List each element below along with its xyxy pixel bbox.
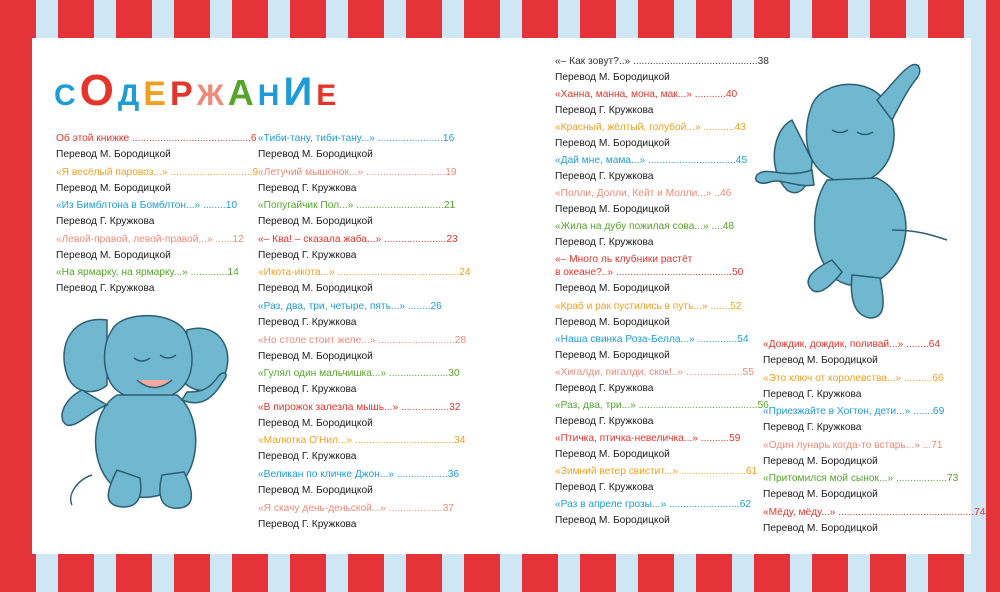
toc-entry[interactable] bbox=[763, 338, 940, 367]
toc-entry-title: «Тиби-тану, тиби-тану...» .......................16 bbox=[258, 133, 455, 144]
toc-entry-title: «Краб и рак пустились в путь...» .......52 bbox=[555, 301, 742, 312]
toc-entry-title: Об этой книжке ..........................................6 bbox=[56, 133, 257, 144]
toc-entry-title: «Зимний ветер свистит...» .......................61 bbox=[555, 466, 758, 477]
toc-entry-title: «Летучий мышонок...» ............................19 bbox=[258, 166, 457, 178]
toc-entry-title: «На ярмарку, на ярмарку...» .............14 bbox=[56, 267, 239, 279]
toc-entry-translator: Перевод Г. Кружкова bbox=[258, 182, 357, 194]
toc-entry-translator: Перевод Г. Кружкова bbox=[555, 171, 654, 182]
toc-entry[interactable] bbox=[555, 121, 746, 150]
toc-entry-title: «Я весёлый паровоз...» .............................9 bbox=[56, 166, 259, 178]
title-letter: А bbox=[227, 72, 254, 113]
toc-entry[interactable] bbox=[258, 266, 471, 295]
toc-entry-translator: Перевод М. Бородицкой bbox=[763, 489, 878, 501]
toc-entry[interactable] bbox=[258, 233, 458, 262]
toc-entry-translator: Перевод М. Бородицкой bbox=[258, 283, 373, 295]
toc-entry[interactable] bbox=[56, 166, 258, 195]
toc-entry[interactable] bbox=[258, 334, 466, 363]
toc-entry[interactable] bbox=[555, 187, 731, 216]
toc-entry-title: «В пирожок залезла мышь...» .................32 bbox=[258, 401, 461, 413]
toc-entry-title: «Раз, два, три, четыре, пять...» ........26 bbox=[258, 301, 442, 312]
toc-entry-title: «Один лунарь когда-то встарь...» ...71 bbox=[763, 439, 943, 451]
toc-entry-translator: Перевод М. Бородицкой bbox=[555, 204, 670, 215]
toc-entry-translator: Перевод М. Бородицкой bbox=[555, 283, 670, 294]
toc-entry-translator: Перевод Г. Кружкова bbox=[555, 105, 654, 116]
toc-entry[interactable] bbox=[555, 366, 754, 395]
toc-entry[interactable] bbox=[763, 472, 958, 501]
toc-entry-translator: Перевод М. Бородицкой bbox=[555, 350, 670, 361]
toc-entry-translator: Перевод Г. Кружкова bbox=[258, 317, 357, 328]
toc-entry[interactable] bbox=[56, 132, 257, 161]
title-letter: Д bbox=[117, 79, 140, 112]
toc-entry-title: «Малютка О'Нил...» ...................................34 bbox=[258, 435, 466, 447]
toc-entry[interactable] bbox=[258, 468, 459, 497]
toc-entry-title: «Раз в апреле грозы...» .........................62 bbox=[555, 499, 752, 510]
toc-entry-title: «Левой-правой, левой-правой...» ......12 bbox=[56, 233, 244, 245]
toc-entry[interactable] bbox=[258, 434, 465, 463]
toc-entry[interactable] bbox=[555, 300, 742, 329]
toc-entry-translator: Перевод Г. Кружкова bbox=[763, 422, 862, 434]
toc-entry-translator: Перевод М. Бородицкой bbox=[258, 485, 373, 496]
toc-entry-title: «Жила на дубу пожилая сова...» ....48 bbox=[555, 221, 735, 232]
toc-entry-title: «Попугайчик Пол...» ...............................21 bbox=[258, 200, 456, 212]
toc-entry-translator: Перевод Г. Кружкова bbox=[258, 249, 357, 261]
toc-entry[interactable] bbox=[258, 367, 460, 396]
toc-entry[interactable] bbox=[258, 502, 454, 531]
toc-entry-title-line2: в океане?..» .........................................50 bbox=[555, 267, 744, 278]
toc-entry[interactable] bbox=[555, 88, 737, 117]
page-title bbox=[54, 66, 340, 116]
toc-entry[interactable] bbox=[555, 399, 769, 428]
toc-entry-translator: Перевод М. Бородицкой bbox=[56, 249, 171, 261]
toc-entry[interactable] bbox=[555, 253, 743, 295]
toc-entry-title: «Икота-икота...» ...........................................24 bbox=[258, 267, 471, 279]
toc-entry-title: «– Ква! – сказала жаба...» ......................23 bbox=[258, 233, 458, 245]
toc-entry-title: «Птичка, птичка-невеличка...» ..........59 bbox=[555, 433, 741, 444]
toc-entry-translator: Перевод Г. Кружкова bbox=[763, 388, 862, 400]
elephant-illustration-right bbox=[752, 60, 952, 325]
toc-entry-title: «Гулял один мальчишка...» .....................30 bbox=[258, 368, 460, 380]
toc-entry-title: «Притомился мой сынок...» ..................73 bbox=[763, 473, 959, 485]
toc-entry-title: «Приезжайте в Хогтон, дети...» .......69 bbox=[763, 406, 945, 418]
toc-entry[interactable] bbox=[56, 233, 244, 262]
title-letter: О bbox=[79, 66, 114, 115]
title-letter: Е bbox=[143, 75, 166, 113]
toc-entry-translator: Перевод М. Бородицкой bbox=[555, 72, 670, 83]
toc-entry[interactable] bbox=[763, 506, 985, 535]
toc-entry[interactable] bbox=[555, 333, 749, 362]
toc-entry[interactable] bbox=[763, 372, 944, 401]
toc-entry-translator: Перевод М. Бородицкой bbox=[555, 138, 670, 149]
toc-entry-title: «Дождик, дождик, поливай...» ........64 bbox=[763, 339, 941, 350]
toc-entry-title: «Великан по кличке Джон...» ..................36 bbox=[258, 469, 460, 480]
toc-entry-translator: Перевод М. Бородицкой bbox=[56, 149, 171, 160]
toc-entry-title: «Наша свинка Роза-Белла...» ..............54 bbox=[555, 334, 749, 345]
toc-entry[interactable] bbox=[56, 199, 237, 228]
toc-entry-translator: Перевод М. Бородицкой bbox=[763, 455, 878, 467]
title-letter: Н bbox=[257, 79, 280, 112]
toc-entry[interactable] bbox=[763, 405, 944, 434]
toc-entry-title: «Я скачу день-деньской...» ...................37 bbox=[258, 502, 454, 514]
toc-entry[interactable] bbox=[258, 300, 442, 329]
toc-entry[interactable] bbox=[763, 439, 943, 468]
toc-entry[interactable] bbox=[258, 132, 454, 161]
toc-entry-translator: Перевод М. Бородицкой bbox=[555, 317, 670, 328]
toc-entry-translator: Перевод Г. Кружкова bbox=[258, 384, 357, 396]
toc-entry-title: «Дай мне, мама...» ...............................45 bbox=[555, 155, 748, 166]
toc-entry[interactable] bbox=[555, 498, 751, 527]
toc-entry-translator: Перевод М. Бородицкой bbox=[258, 417, 373, 429]
toc-entry-translator: Перевод М. Бородицкой bbox=[555, 515, 670, 526]
toc-entry-translator: Перевод Г. Кружкова bbox=[555, 416, 654, 427]
toc-entry-translator: Перевод М. Бородицкой bbox=[763, 523, 878, 534]
toc-entry-translator: Перевод М. Бородицкой bbox=[258, 216, 373, 228]
toc-entry[interactable] bbox=[258, 199, 455, 228]
toc-entry-translator: Перевод М. Бородицкой bbox=[258, 149, 373, 160]
title-letter: И bbox=[283, 70, 313, 114]
toc-entry-title: «Но столе стоит желе...» ...........................28 bbox=[258, 334, 467, 346]
toc-entry[interactable] bbox=[258, 401, 460, 430]
toc-entry[interactable] bbox=[555, 465, 757, 494]
toc-entry-translator: Перевод Г. Кружкова bbox=[555, 237, 654, 248]
toc-entry-title: «Раз, два, три...» ..........................................56 bbox=[555, 400, 769, 411]
toc-entry-title: «Хигалди, пигалди, скок!..» ....................55 bbox=[555, 367, 754, 378]
toc-entry-title: «Ханна, манна, мона, мак...» ...........40 bbox=[555, 89, 738, 100]
toc-entry[interactable] bbox=[258, 166, 457, 195]
title-letter: Ж bbox=[196, 79, 224, 112]
toc-entry-translator: Перевод Г. Кружкова bbox=[555, 482, 654, 493]
toc-entry-translator: Перевод Г. Кружкова bbox=[258, 451, 357, 463]
title-letter: Е bbox=[316, 79, 337, 112]
toc-entry-translator: Перевод М. Бородицкой bbox=[555, 449, 670, 460]
toc-entry-title: «Из Бимблтона в Бомблтон...» ........10 bbox=[56, 200, 238, 212]
toc-entry-translator: Перевод М. Бородицкой bbox=[763, 355, 878, 366]
toc-entry-translator: Перевод М. Бородицкой bbox=[56, 182, 171, 194]
toc-entry-title: «Мёду, мёду...» ................................................74 bbox=[763, 507, 986, 518]
toc-entry[interactable] bbox=[56, 266, 239, 295]
toc-entry-title: «– Как зовут?..» ............................................38 bbox=[555, 56, 769, 67]
elephant-illustration-left bbox=[52, 300, 242, 515]
toc-entry-translator: Перевод М. Бородицкой bbox=[258, 350, 373, 362]
toc-entry[interactable] bbox=[555, 432, 740, 461]
toc-entry-title: «– Много ль клубники растёт bbox=[555, 254, 693, 265]
toc-entry-title: «Это ключ от королевства...» ..........66 bbox=[763, 372, 944, 384]
toc-entry[interactable] bbox=[555, 220, 734, 249]
toc-entry-translator: Перевод Г. Кружкова bbox=[56, 216, 155, 228]
toc-entry-translator: Перевод Г. Кружкова bbox=[56, 283, 155, 295]
title-letter: С bbox=[54, 79, 76, 112]
title-letter: Р bbox=[169, 75, 193, 113]
toc-entry-title: «Полли, Долли, Кейт и Молли...» ..46 bbox=[555, 188, 732, 199]
toc-entry-title: «Красный, жёлтый, голубой...» ...........43 bbox=[555, 122, 746, 133]
toc-entry[interactable] bbox=[555, 154, 747, 183]
toc-entry-translator: Перевод Г. Кружкова bbox=[258, 518, 357, 530]
toc-entry-translator: Перевод Г. Кружкова bbox=[555, 383, 654, 394]
toc-entry[interactable] bbox=[555, 55, 769, 84]
